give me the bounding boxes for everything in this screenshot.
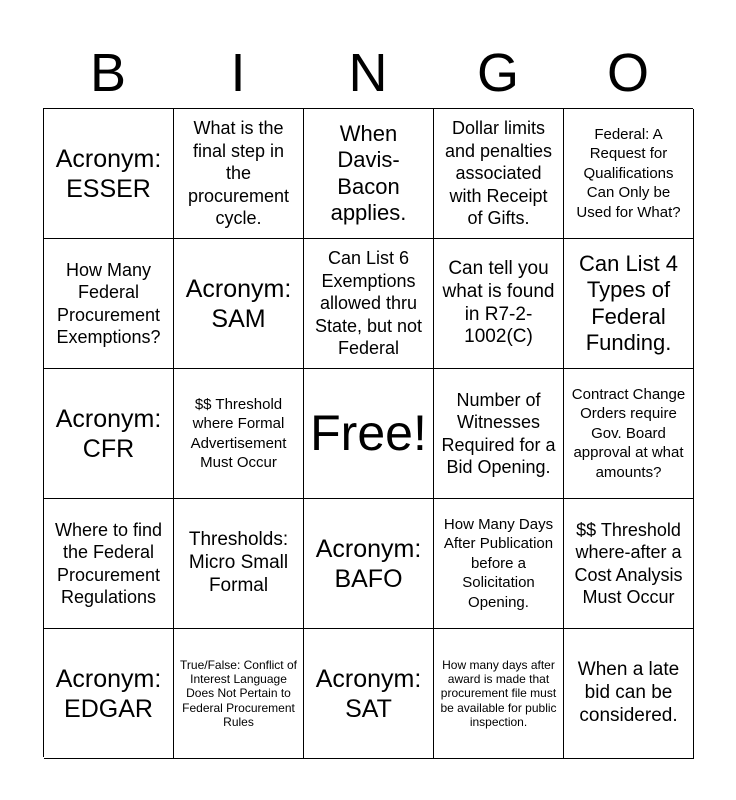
cell-text: Acronym: EDGAR: [55, 664, 162, 723]
bingo-cell-r4c4[interactable]: [434, 499, 564, 629]
bingo-cell-r5c1[interactable]: [44, 629, 174, 759]
cell-text: Acronym: ESSER: [55, 144, 162, 203]
cell-text: Acronym: SAT: [315, 664, 422, 723]
bingo-cell-r4c5[interactable]: [564, 499, 694, 629]
free-space-text: Free!: [310, 405, 427, 461]
bingo-cell-r2c5[interactable]: [564, 239, 694, 369]
cell-text: $$ Threshold where-after a Cost Analysis Must Occur: [574, 519, 683, 607]
header-letter-n: N: [348, 43, 388, 103]
bingo-cell-r3c1[interactable]: [44, 369, 174, 499]
bingo-cell-r5c5[interactable]: [564, 629, 694, 759]
cell-text: How many days after award is made that procurement file must be available for public inspection.: [440, 657, 557, 730]
cell-text: When a late bid can be considered.: [577, 659, 680, 726]
cell-text: How Many Days After Publication before a Solicitation Opening.: [443, 515, 554, 611]
cell-text: Can List 4 Types of Federal Funding.: [578, 250, 679, 355]
cell-text: $$ Threshold where Formal Advertisement Must Occur: [190, 395, 287, 471]
cell-text: What is the final step in the procurement cycle.: [187, 118, 290, 229]
cell-text: Number of Witnesses Required for a Bid Opening.: [441, 389, 556, 477]
bingo-cell-r5c2[interactable]: [174, 629, 304, 759]
cell-text: Acronym: BAFO: [315, 534, 422, 593]
cell-text: Contract Change Orders require Gov. Board approval at what amounts?: [571, 385, 686, 481]
cell-text: When Davis-Bacon applies.: [330, 120, 407, 225]
cell-text: Dollar limits and penalties associated with Receipt of Gifts.: [444, 118, 553, 229]
cell-text: Can List 6 Exemptions allowed thru State, but not Federal: [314, 248, 423, 359]
bingo-board: [43, 108, 693, 757]
bingo-cell-r1c1[interactable]: [44, 109, 174, 239]
bingo-cell-r4c1[interactable]: [44, 499, 174, 629]
cell-text: True/False: Conflict of Interest Language Does Not Pertain to Federal Procurement Rules: [180, 657, 297, 730]
bingo-cell-r5c3[interactable]: [304, 629, 434, 759]
header-letter-i: I: [230, 43, 246, 103]
header-letter-g: G: [476, 43, 519, 103]
bingo-cell-r3c4[interactable]: [434, 369, 564, 499]
cell-text: Can tell you what is found in R7-2-1002(C): [442, 257, 555, 348]
bingo-cell-r2c1[interactable]: [44, 239, 174, 369]
bingo-header: [43, 38, 693, 108]
bingo-cell-r1c5[interactable]: [564, 109, 694, 239]
bingo-cell-r4c3[interactable]: [304, 499, 434, 629]
cell-text: Federal: A Request for Qualifications Can Only be Used for What?: [576, 125, 681, 221]
cell-text: How Many Federal Procurement Exemptions?: [56, 259, 161, 347]
bingo-cell-r1c2[interactable]: [174, 109, 304, 239]
cell-text: Thresholds: Micro Small Formal: [188, 529, 289, 596]
cell-text: Where to find the Federal Procurement Regulations: [54, 519, 163, 607]
bingo-cell-r5c4[interactable]: [434, 629, 564, 759]
cell-text: Acronym: SAM: [185, 274, 292, 333]
header-letter-b: B: [89, 43, 127, 103]
bingo-cell-r1c4[interactable]: [434, 109, 564, 239]
bingo-cell-r2c2[interactable]: [174, 239, 304, 369]
bingo-cell-free[interactable]: [304, 369, 434, 499]
bingo-cell-r1c3[interactable]: [304, 109, 434, 239]
bingo-cell-r4c2[interactable]: [174, 499, 304, 629]
cell-text: Acronym: CFR: [55, 404, 162, 463]
bingo-cell-r3c2[interactable]: [174, 369, 304, 499]
bingo-cell-r2c4[interactable]: [434, 239, 564, 369]
header-letter-o: O: [606, 43, 649, 103]
bingo-cell-r2c3[interactable]: [304, 239, 434, 369]
bingo-cell-r3c5[interactable]: [564, 369, 694, 499]
